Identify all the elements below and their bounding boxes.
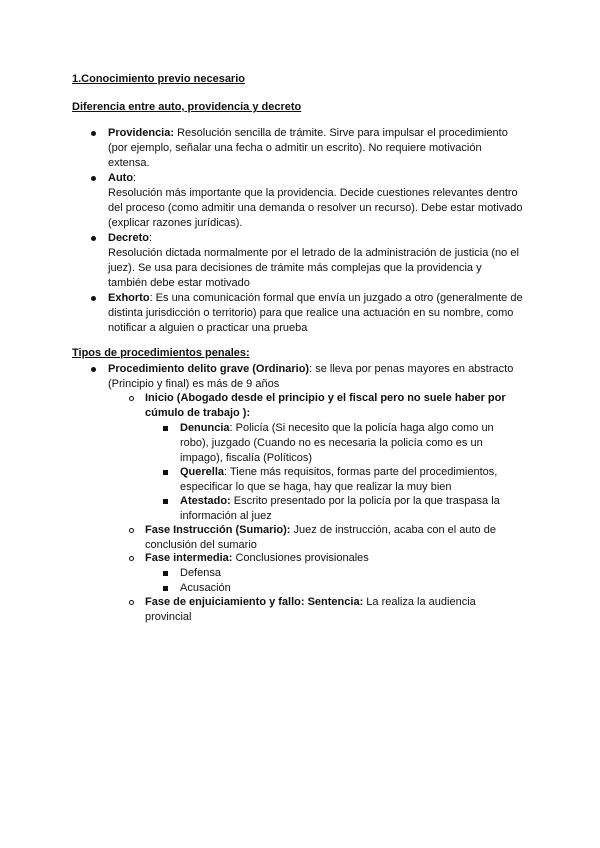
list-item-inicio: Inicio (Abogado desde el principio y el fiscal pero no suele haber por — [145, 392, 506, 404]
bullet-icon — [91, 367, 96, 372]
circle-bullet-icon — [129, 528, 134, 533]
square-bullet-icon — [163, 426, 168, 431]
circle-bullet-icon — [129, 556, 134, 561]
list-item-text: especificar lo que se haga, hay que realizar la muy bien — [180, 481, 452, 493]
list-item-text: también debe estar motivado — [108, 277, 250, 289]
list-item-text: del proceso (como admitir una demanda o resolver un recurso). Debe estar motivado — [108, 202, 523, 214]
list-item-text: robo), juzgado (Cuando no es necesaria la policía como es un — [180, 437, 483, 449]
list-item-querella: Querella: Tiene más requisitos, formas parte del procedimientos, — [180, 466, 498, 478]
list-item-text: (por ejemplo, señalar una fecha o admitir un escrito). No requiere motivación — [108, 142, 482, 154]
list-item-text: extensa. — [108, 157, 150, 169]
list-item-instruccion: Fase Instrucción (Sumario): Juez de instrucción, acaba con el auto de — [145, 524, 496, 536]
list-item-text: (Principio y final) es más de 9 años — [108, 378, 280, 390]
square-bullet-icon — [163, 571, 168, 576]
list-item-text: Resolución más importante que la providencia. Decide cuestiones relevantes dentro — [108, 187, 518, 199]
circle-bullet-icon — [129, 396, 134, 401]
square-bullet-icon — [163, 586, 168, 591]
list-item-decreto: Decreto: — [108, 232, 153, 244]
list-item-text: información al juez — [180, 510, 272, 522]
list-item-atestado: Atestado: Escrito presentado por la policía por la que traspasa la — [180, 495, 500, 507]
list-item-auto: Auto: — [108, 172, 137, 184]
list-item-text: juez). Se usa para decisiones de trámite más complejas que la providencia y — [108, 262, 482, 274]
list-item-defensa: Defensa — [180, 567, 221, 579]
bullet-icon — [91, 176, 96, 181]
list-item-text: impago), fiscalía (Políticos) — [180, 452, 313, 464]
list-item-text: (explicar razones jurídicas). — [108, 217, 243, 229]
list-item-acusacion: Acusación — [180, 582, 231, 594]
list-item-text: conclusión del sumario — [145, 539, 257, 551]
bullet-icon — [91, 236, 96, 241]
list-item-text: provincial — [145, 611, 192, 623]
subsection-heading: Diferencia entre auto, providencia y decreto — [72, 101, 302, 113]
list-item-text: Resolución dictada normalmente por el letrado de la administración de justicia (no el — [108, 247, 519, 259]
list-item-text: distinta jurisdicción o territorio) para que realice una actuación en su nombre, como — [108, 307, 514, 319]
square-bullet-icon — [163, 470, 168, 475]
list-item-text: notificar a alguien o practicar una prueba — [108, 322, 308, 334]
list-item-enjuiciamiento: Fase de enjuiciamiento y fallo: Sentencia: La realiza la audiencia — [145, 596, 476, 608]
circle-bullet-icon — [129, 600, 134, 605]
list-item-grave: Procedimiento delito grave (Ordinario): se lleva por penas mayores en abstracto — [108, 363, 514, 375]
subsection-heading: Tipos de procedimientos penales: — [72, 347, 250, 359]
list-item-intermedia: Fase intermedia: Conclusiones provisionales — [145, 552, 369, 564]
list-item-providencia: Providencia: Resolución sencilla de trámite. Sirve para impulsar el procedimiento — [108, 127, 508, 139]
list-item-text: cúmulo de trabajo ): — [145, 407, 251, 419]
bullet-icon — [91, 296, 96, 301]
list-item-exhorto: Exhorto: Es una comunicación formal que envía un juzgado a otro (generalmente de — [108, 292, 523, 304]
section-heading: 1.Conocimiento previo necesario — [72, 73, 245, 85]
list-item-denuncia: Denuncia: Policía (Si necesito que la policía haga algo como un — [180, 422, 494, 434]
square-bullet-icon — [163, 499, 168, 504]
bullet-icon — [91, 131, 96, 136]
